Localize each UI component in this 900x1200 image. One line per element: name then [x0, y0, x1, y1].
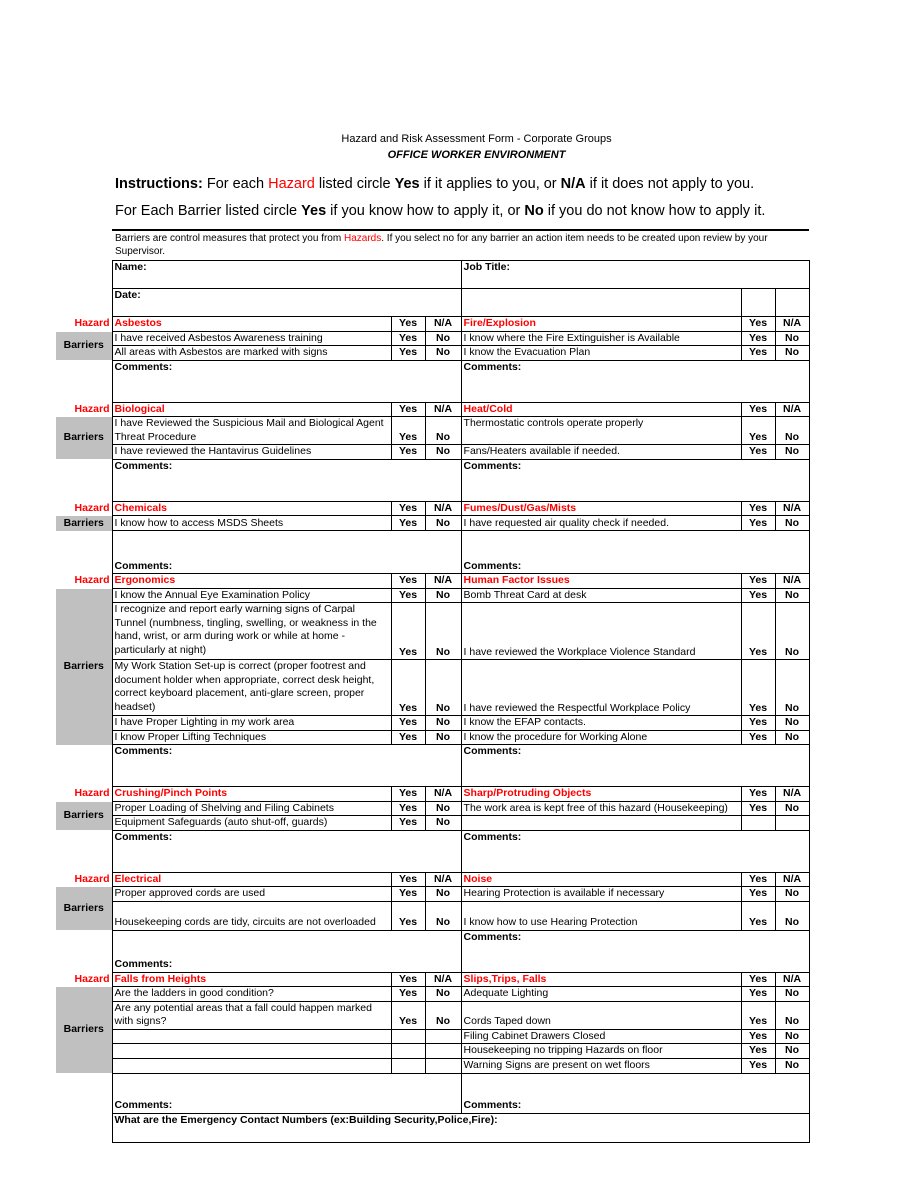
- comments-row: [56, 745, 809, 787]
- barrier-text: I know how to access MSDS Sheets: [112, 516, 391, 531]
- no-option[interactable]: No: [775, 1029, 809, 1044]
- no-option[interactable]: No: [425, 331, 461, 346]
- barrier-row: [56, 987, 809, 1002]
- yes-option[interactable]: Yes: [741, 887, 775, 902]
- no-option[interactable]: No: [775, 331, 809, 346]
- yes-option: [391, 1058, 425, 1073]
- comments-field[interactable]: Comments:: [461, 1073, 809, 1113]
- hazard-name: Chemicals: [112, 501, 391, 516]
- yes-option[interactable]: Yes: [391, 801, 425, 816]
- no-option[interactable]: No: [425, 516, 461, 531]
- yes-option[interactable]: Yes: [741, 574, 775, 589]
- no-option[interactable]: No: [775, 445, 809, 460]
- no-option[interactable]: No: [425, 1001, 461, 1029]
- barrier-text: Equipment Safeguards (auto shut-off, guards): [112, 816, 391, 831]
- no-option[interactable]: No: [775, 1058, 809, 1073]
- yes-option[interactable]: Yes: [391, 331, 425, 346]
- barrier-text: All areas with Asbestos are marked with signs: [112, 346, 391, 361]
- barriers-label: Barriers: [56, 417, 112, 460]
- no-option[interactable]: No: [775, 887, 809, 902]
- yes-option[interactable]: Yes: [741, 801, 775, 816]
- yes-option[interactable]: Yes: [741, 660, 775, 716]
- hazard-label: Hazard: [74, 872, 110, 885]
- barrier-text: Filing Cabinet Drawers Closed: [461, 1029, 741, 1044]
- hazard-row: [56, 872, 809, 887]
- barrier-text: Proper Loading of Shelving and Filing Cabinets: [112, 801, 391, 816]
- barrier-text: Proper approved cords are used: [112, 887, 391, 902]
- no-option[interactable]: No: [775, 1044, 809, 1059]
- na-option[interactable]: N/A: [425, 317, 461, 332]
- form-subtitle: OFFICE WORKER ENVIRONMENT: [387, 149, 566, 161]
- hazard-label: Hazard: [74, 317, 110, 329]
- yes-option[interactable]: Yes: [741, 787, 775, 802]
- comments-field[interactable]: Comments:: [112, 459, 461, 501]
- yes-option[interactable]: Yes: [391, 972, 425, 987]
- comments-field[interactable]: Comments:: [461, 745, 809, 787]
- yes-option[interactable]: Yes: [741, 716, 775, 731]
- assessment-table: [56, 260, 810, 1143]
- comments-field[interactable]: Comments:: [461, 930, 809, 972]
- instructions-line-2: For Each Barrier listed circle Yes if you know how to apply it, or No if you do not know how to apply it.: [115, 203, 766, 219]
- no-option[interactable]: No: [425, 346, 461, 361]
- barrier-row: [56, 1058, 809, 1073]
- yes-option: [391, 1029, 425, 1044]
- no-option[interactable]: No: [425, 801, 461, 816]
- hazard-name: Falls from Heights: [112, 972, 391, 987]
- barriers-label: Barriers: [56, 588, 112, 745]
- yes-option[interactable]: Yes: [741, 730, 775, 745]
- yes-option[interactable]: Yes: [741, 317, 775, 332]
- barrier-text: Cords Taped down: [461, 1001, 741, 1029]
- yes-option[interactable]: Yes: [391, 445, 425, 460]
- no-option[interactable]: No: [425, 445, 461, 460]
- na-option[interactable]: N/A: [425, 787, 461, 802]
- yes-option[interactable]: Yes: [391, 346, 425, 361]
- blank-cell: [775, 289, 809, 317]
- na-option[interactable]: N/A: [775, 501, 809, 516]
- na-option[interactable]: N/A: [775, 317, 809, 332]
- barrier-row: [56, 887, 809, 902]
- barrier-row: [56, 1001, 809, 1029]
- barrier-text: Fans/Heaters available if needed.: [461, 445, 741, 460]
- yes-option[interactable]: Yes: [391, 603, 425, 660]
- barrier-row: [56, 417, 809, 445]
- hazard-row: [56, 574, 809, 589]
- spacer: [56, 830, 112, 872]
- yes-option[interactable]: Yes: [391, 317, 425, 332]
- comments-field[interactable]: Comments:: [112, 830, 461, 872]
- no-option[interactable]: No: [775, 987, 809, 1002]
- yes-option[interactable]: Yes: [391, 417, 425, 445]
- na-option[interactable]: N/A: [775, 574, 809, 589]
- yes-option[interactable]: Yes: [741, 1044, 775, 1059]
- no-option[interactable]: No: [425, 603, 461, 660]
- barrier-text: Are the ladders in good condition?: [112, 987, 391, 1002]
- yes-option[interactable]: Yes: [391, 816, 425, 831]
- no-option[interactable]: No: [425, 716, 461, 731]
- no-option[interactable]: No: [775, 417, 809, 445]
- no-option[interactable]: No: [775, 901, 809, 930]
- no-option[interactable]: No: [425, 816, 461, 831]
- instructions-line-1: Instructions: For each Hazard listed circle Yes if it applies to you, or N/A if it does not apply to you.: [115, 176, 755, 192]
- comments-field[interactable]: Comments:: [112, 531, 461, 574]
- yes-option[interactable]: Yes: [741, 972, 775, 987]
- no-option[interactable]: No: [425, 588, 461, 603]
- hazard-name: Noise: [461, 872, 741, 887]
- barrier-row: [56, 1044, 809, 1059]
- barrier-text: I know the procedure for Working Alone: [461, 730, 741, 745]
- hazard-label: Hazard: [74, 402, 110, 415]
- barrier-row: [56, 816, 809, 831]
- no-option[interactable]: No: [775, 346, 809, 361]
- barrier-text: I know the EFAP contacts.: [461, 716, 741, 731]
- comments-field[interactable]: Comments:: [112, 360, 461, 402]
- hazard-row: [56, 501, 809, 516]
- barrier-text: [112, 1058, 391, 1073]
- yes-option[interactable]: Yes: [741, 501, 775, 516]
- comments-field[interactable]: Comments:: [112, 930, 461, 972]
- no-option: [425, 1058, 461, 1073]
- barriers-note: Barriers are control measures that protect you from Hazards. If you select no for any barrier an action item needs to be created upon review by your Supervisor.: [115, 233, 768, 257]
- yes-option[interactable]: Yes: [391, 588, 425, 603]
- barrier-text: I have reviewed the Workplace Violence Standard: [461, 603, 741, 660]
- na-option[interactable]: N/A: [425, 501, 461, 516]
- yes-option[interactable]: Yes: [391, 1001, 425, 1029]
- no-option[interactable]: No: [775, 660, 809, 716]
- barrier-text: [112, 1029, 391, 1044]
- emergency-contacts-field[interactable]: What are the Emergency Contact Numbers (ex:Building Security,Police,Fire):: [112, 1113, 809, 1142]
- no-option[interactable]: No: [775, 516, 809, 531]
- barrier-text: I know the Annual Eye Examination Policy: [112, 588, 391, 603]
- yes-option[interactable]: Yes: [741, 1058, 775, 1073]
- hazard-row: [56, 402, 809, 417]
- no-option: [425, 1029, 461, 1044]
- barrier-text: Housekeeping no tripping Hazards on floor: [461, 1044, 741, 1059]
- hazard-row: [56, 972, 809, 987]
- no-option: [425, 1044, 461, 1059]
- hazard-name: Asbestos: [112, 317, 391, 332]
- hazard-name: Fumes/Dust/Gas/Mists: [461, 501, 741, 516]
- comments-field[interactable]: Comments:: [112, 1073, 461, 1113]
- hazard-row: [56, 317, 809, 332]
- blank-cell: [741, 289, 775, 317]
- comments-field[interactable]: Comments:: [461, 360, 809, 402]
- spacer: [56, 930, 112, 972]
- barrier-text: Adequate Lighting: [461, 987, 741, 1002]
- yes-option[interactable]: Yes: [391, 901, 425, 930]
- comments-field[interactable]: Comments:: [461, 830, 809, 872]
- no-option[interactable]: No: [775, 801, 809, 816]
- no-option[interactable]: No: [775, 1001, 809, 1029]
- hazard-label: Hazard: [74, 574, 110, 586]
- barrier-row: [56, 331, 809, 346]
- barrier-text: Bomb Threat Card at desk: [461, 588, 741, 603]
- yes-option[interactable]: Yes: [391, 887, 425, 902]
- yes-option[interactable]: Yes: [741, 445, 775, 460]
- barrier-row: [56, 660, 809, 716]
- hazard-label: Hazard: [74, 501, 110, 514]
- yes-option: [741, 816, 775, 831]
- barriers-label: Barriers: [56, 516, 112, 531]
- form-title: Hazard and Risk Assessment Form - Corporate Groups: [341, 133, 612, 145]
- hazard-row: [56, 787, 809, 802]
- barrier-row: [56, 901, 809, 930]
- no-option[interactable]: No: [425, 887, 461, 902]
- barrier-text: I have reviewed the Respectful Workplace Policy: [461, 660, 741, 716]
- barrier-text: I have Reviewed the Suspicious Mail and Biological Agent Threat Procedure: [112, 417, 391, 445]
- date-field[interactable]: Date:: [112, 289, 461, 317]
- barrier-text: I know how to use Hearing Protection: [461, 901, 741, 930]
- barrier-text: [461, 816, 741, 831]
- na-option[interactable]: N/A: [775, 402, 809, 417]
- barrier-text: I know Proper Lifting Techniques: [112, 730, 391, 745]
- yes-option: [391, 1044, 425, 1059]
- yes-option[interactable]: Yes: [741, 588, 775, 603]
- barrier-row: [56, 716, 809, 731]
- yes-option[interactable]: Yes: [741, 1029, 775, 1044]
- na-option[interactable]: N/A: [425, 872, 461, 887]
- job-title-field[interactable]: Job Title:: [461, 261, 809, 289]
- hazard-name: Slips,Trips, Falls: [461, 972, 741, 987]
- barrier-text: Hearing Protection is available if necessary: [461, 887, 741, 902]
- hazard-name: Fire/Explosion: [461, 317, 741, 332]
- barrier-row: [56, 801, 809, 816]
- no-option: [775, 816, 809, 831]
- barriers-label: Barriers: [56, 887, 112, 931]
- spacer: [56, 1113, 112, 1142]
- na-option[interactable]: N/A: [775, 787, 809, 802]
- no-option[interactable]: No: [425, 417, 461, 445]
- barrier-text: Are any potential areas that a fall could happen marked with signs?: [112, 1001, 391, 1029]
- yes-option[interactable]: Yes: [741, 603, 775, 660]
- no-option[interactable]: No: [775, 588, 809, 603]
- yes-option[interactable]: Yes: [741, 516, 775, 531]
- no-option[interactable]: No: [425, 660, 461, 716]
- barrier-text: I have received Asbestos Awareness training: [112, 331, 391, 346]
- no-option[interactable]: No: [425, 901, 461, 930]
- yes-option[interactable]: Yes: [391, 516, 425, 531]
- yes-option[interactable]: Yes: [391, 987, 425, 1002]
- yes-option[interactable]: Yes: [741, 417, 775, 445]
- barrier-row: [56, 588, 809, 603]
- barriers-label: Barriers: [56, 801, 112, 830]
- hazard-label: Hazard: [74, 787, 110, 799]
- barrier-row: [56, 730, 809, 745]
- spacer: [56, 360, 112, 402]
- yes-option[interactable]: Yes: [391, 787, 425, 802]
- barrier-text: I have reviewed the Hantavirus Guidelines: [112, 445, 391, 460]
- comments-row: [56, 459, 809, 501]
- barrier-text: I recognize and report early warning signs of Carpal Tunnel (numbness, tingling, swelling, or weakness in the hand, wrist, or arm during work or while at home - particularly at night): [112, 603, 391, 660]
- yes-option[interactable]: Yes: [741, 346, 775, 361]
- yes-option[interactable]: Yes: [391, 716, 425, 731]
- spacer: [56, 459, 112, 501]
- na-option[interactable]: N/A: [775, 872, 809, 887]
- na-option[interactable]: N/A: [425, 972, 461, 987]
- comments-field[interactable]: Comments:: [461, 531, 809, 574]
- na-option[interactable]: N/A: [775, 972, 809, 987]
- spacer: [56, 1073, 112, 1113]
- yes-option[interactable]: Yes: [741, 331, 775, 346]
- comments-field[interactable]: Comments:: [112, 745, 461, 787]
- barriers-label: Barriers: [56, 331, 112, 360]
- yes-option[interactable]: Yes: [741, 872, 775, 887]
- comments-field[interactable]: Comments:: [461, 459, 809, 501]
- no-option[interactable]: No: [425, 730, 461, 745]
- barrier-row: [56, 516, 809, 531]
- hazard-name: Electrical: [112, 872, 391, 887]
- barrier-text: My Work Station Set-up is correct (proper footrest and document holder when appropriate, correct desk height, correct keyboard placement, anti-glare screen, proper headset): [112, 660, 391, 716]
- barrier-text: I know where the Fire Extinguisher is Available: [461, 331, 741, 346]
- yes-option[interactable]: Yes: [391, 872, 425, 887]
- barrier-text: [112, 1044, 391, 1059]
- barrier-text: I have requested air quality check if needed.: [461, 516, 741, 531]
- barrier-text: Thermostatic controls operate properly: [461, 417, 741, 445]
- hazard-name: Biological: [112, 402, 391, 417]
- comments-row: [56, 531, 809, 574]
- hazard-name: Heat/Cold: [461, 402, 741, 417]
- spacer: [56, 745, 112, 787]
- spacer: [56, 531, 112, 574]
- no-option[interactable]: No: [775, 730, 809, 745]
- barrier-text: The work area is kept free of this hazard (Housekeeping): [461, 801, 741, 816]
- hazard-name: Human Factor Issues: [461, 574, 741, 589]
- name-field[interactable]: Name:: [112, 261, 461, 289]
- na-option[interactable]: N/A: [425, 402, 461, 417]
- yes-option[interactable]: Yes: [741, 901, 775, 930]
- barrier-text: Warning Signs are present on wet floors: [461, 1058, 741, 1073]
- barrier-text: I have Proper Lighting in my work area: [112, 716, 391, 731]
- no-option[interactable]: No: [775, 603, 809, 660]
- barrier-row: [56, 445, 809, 460]
- hazard-name: Crushing/Pinch Points: [112, 787, 391, 802]
- blank-cell: [461, 289, 741, 317]
- na-option[interactable]: N/A: [425, 574, 461, 589]
- yes-option[interactable]: Yes: [741, 402, 775, 417]
- barrier-row: [56, 1029, 809, 1044]
- barrier-row: [56, 346, 809, 361]
- comments-row: [56, 1073, 809, 1113]
- barrier-text: I know the Evacuation Plan: [461, 346, 741, 361]
- barriers-label: Barriers: [56, 987, 112, 1074]
- comments-row: [56, 830, 809, 872]
- yes-option[interactable]: Yes: [391, 574, 425, 589]
- hazard-label: Hazard: [74, 972, 110, 985]
- yes-option[interactable]: Yes: [391, 501, 425, 516]
- comments-row: [56, 930, 809, 972]
- yes-option[interactable]: Yes: [391, 660, 425, 716]
- divider: [112, 229, 809, 231]
- hazard-name: Sharp/Protruding Objects: [461, 787, 741, 802]
- no-option[interactable]: No: [775, 716, 809, 731]
- comments-row: [56, 360, 809, 402]
- yes-option[interactable]: Yes: [391, 402, 425, 417]
- no-option[interactable]: No: [425, 987, 461, 1002]
- barrier-text: Housekeeping cords are tidy, circuits are not overloaded: [112, 901, 391, 930]
- barrier-row: [56, 603, 809, 660]
- hazard-name: Ergonomics: [112, 574, 391, 589]
- yes-option[interactable]: Yes: [391, 730, 425, 745]
- yes-option[interactable]: Yes: [741, 987, 775, 1002]
- yes-option[interactable]: Yes: [741, 1001, 775, 1029]
